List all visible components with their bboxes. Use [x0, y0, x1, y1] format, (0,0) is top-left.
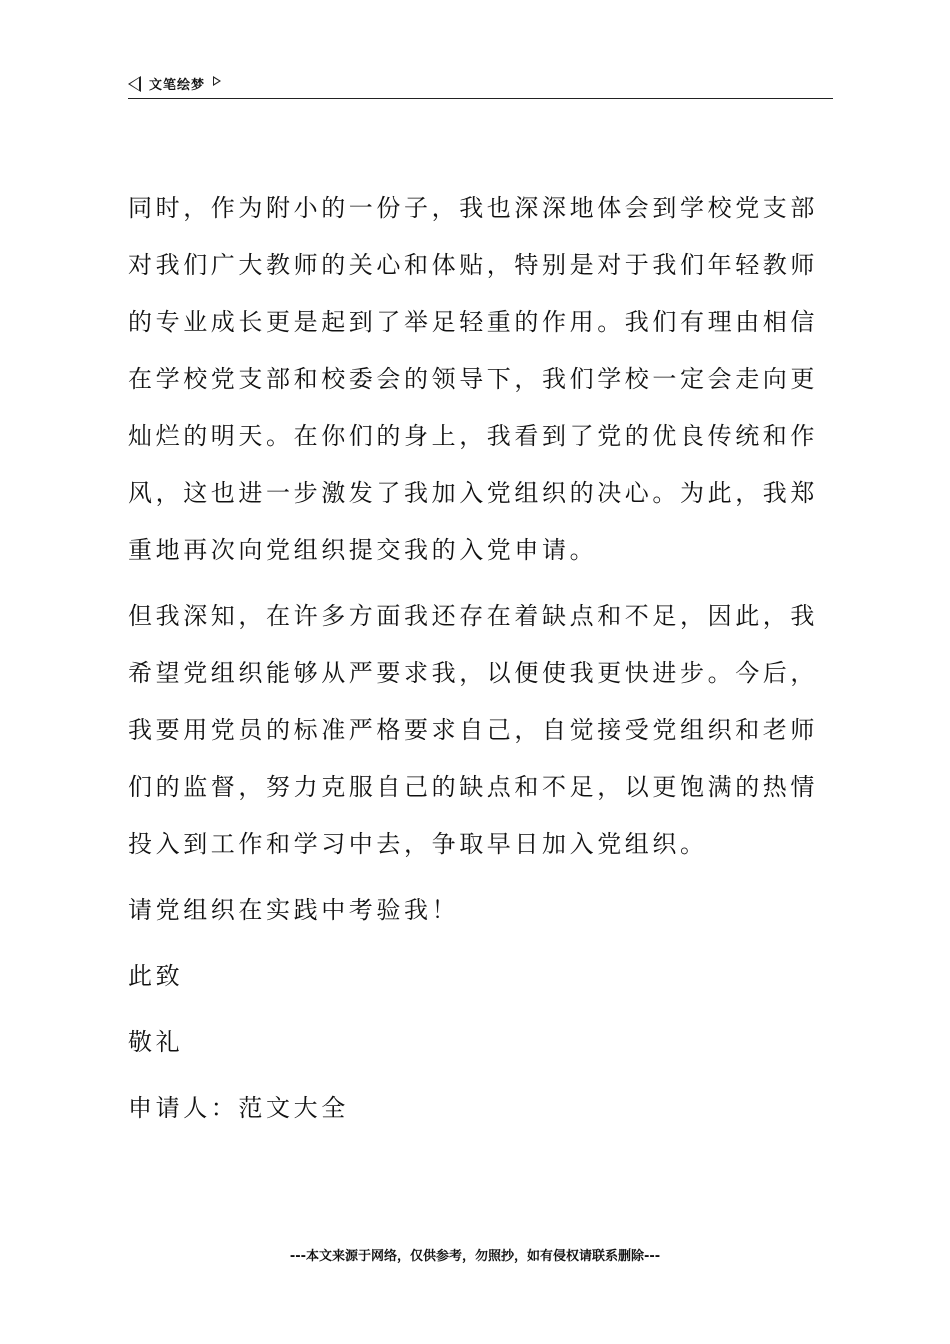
page-header [128, 72, 833, 99]
page-footer-notice: ---本文来源于网络，仅供参考，勿照抄，如有侵权请联系删除--- [289, 1249, 661, 1264]
paragraph-1: 同时，作为附小的一份子，我也深深地体会到学校党支部对我们广大教师的关心和体贴，特别是对于我们年轻教师的专业成长更是起到了举足轻重的作用。我们有理由相信在学校党支部和校委会的领导下，我们学校一定会走向更灿烂的明天。在你们的身上，我看到了党的优良传统和作风，这也进一步激发了我加入党组织的决心。为此，我郑重地再次向党组织提交我的入党申请。 [128, 194, 818, 564]
closing-salutation: 此致 [128, 962, 184, 990]
header-brand [128, 74, 221, 93]
header-brand-text: 文笔绘梦 [149, 78, 206, 93]
triangle-left-icon [128, 76, 141, 92]
closing-regards: 敬礼 [128, 1028, 184, 1056]
applicant-signature: 申请人：范文大全 [128, 1094, 349, 1122]
triangle-right-icon [213, 76, 221, 86]
paragraph-2: 但我深知，在许多方面我还存在着缺点和不足，因此，我希望党组织能够从严要求我，以便使我更快进步。今后，我要用党员的标准严格要求自己，自觉接受党组织和老师们的监督，努力克服自己的缺点和不足，以更饱满的热情投入到工作和学习中去，争取早日加入党组织。 [128, 602, 818, 858]
paragraph-3: 请党组织在实践中考验我！ [128, 896, 460, 924]
document-body [128, 180, 820, 1146]
